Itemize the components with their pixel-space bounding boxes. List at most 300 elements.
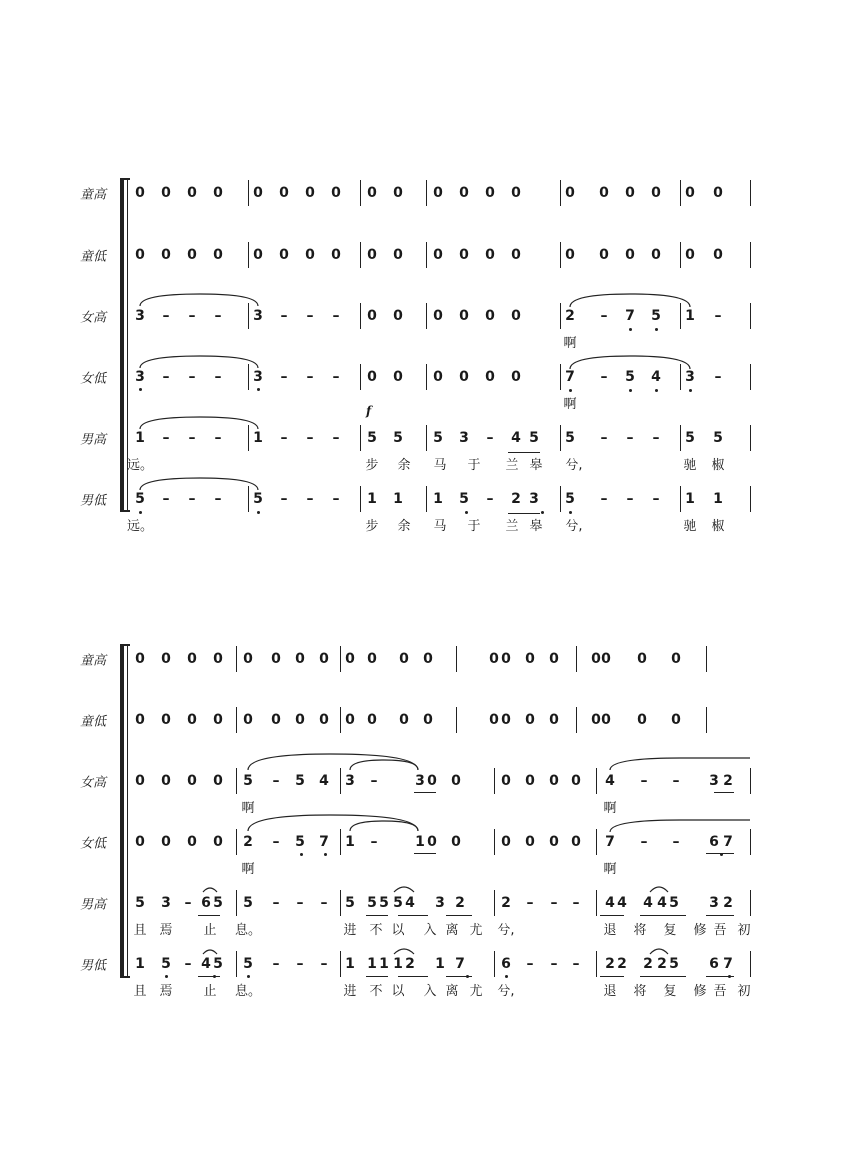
note-numeral: 0 [433,308,443,324]
note-numeral: 0 [399,712,409,728]
lyric-syllable: 兰 [505,519,519,534]
note-numeral: 0 [549,651,559,667]
note-numeral: 3 [135,308,145,324]
note-numeral: 0 [651,247,661,263]
dash-extender: – [486,430,494,446]
note-numeral: 0 [501,651,511,667]
note-numeral: 0 [213,834,223,850]
lyric-syllable: 尤 [469,923,483,938]
note-numeral: 0 [135,651,145,667]
note-numeral: 3 [415,773,425,789]
slur-nudi-s2a [248,815,418,831]
lyric-syllable: 啊 [563,397,577,412]
note-numeral: 0 [295,712,305,728]
dash-extender: – [370,834,378,850]
note-numeral: 0 [601,651,611,667]
note-numeral: 0 [599,247,609,263]
note-numeral: 0 [135,773,145,789]
note-numeral: 4 [657,895,667,911]
note-numeral: 5 [669,956,679,972]
note-numeral: 0 [525,651,535,667]
note-numeral: 2 [605,956,615,972]
lyric-syllable: 止 [203,984,217,999]
note-numeral: 0 [511,247,521,263]
dash-extender: – [162,308,170,324]
note-numeral: 0 [625,247,635,263]
note-numeral: 0 [331,247,341,263]
dash-extender: – [162,369,170,385]
note-numeral: 0 [367,651,377,667]
note-numeral: 0 [295,651,305,667]
part-label: 男高 [79,897,106,913]
dynamic-marking: f [366,404,372,418]
note-numeral: 0 [399,651,409,667]
lyric-syllable: 兮, [565,458,583,473]
note-numeral: 0 [367,308,377,324]
lyric-syllable: 不 [369,984,383,999]
dash-extender: – [162,491,170,507]
lyric-syllable: 复 [663,923,677,938]
lyric-syllable: 以 [391,923,405,938]
note-numeral: 5 [295,834,305,850]
dash-extender: – [526,895,534,911]
note-numeral: 0 [485,308,495,324]
dash-extender: – [296,956,304,972]
dash-extender: – [184,895,192,911]
note-numeral: 5 [529,430,539,446]
lyric-syllable: 退 [603,923,617,938]
note-numeral: 0 [591,712,601,728]
lyric-syllable: 皋 [529,519,543,534]
note-numeral: 3 [253,308,263,324]
note-numeral: 1 [253,430,263,446]
note-numeral: 5 [393,430,403,446]
lyric-syllable: 兮, [497,984,515,999]
note-numeral: 7 [605,834,615,850]
lyric-syllable: 马 [433,458,447,473]
lyric-syllable: 驰 [683,519,697,534]
note-numeral: 3 [135,369,145,385]
note-numeral: 2 [565,308,575,324]
dash-extender: – [272,895,280,911]
lyric-syllable: 离 [445,923,459,938]
dash-extender: – [652,430,660,446]
note-numeral: 4 [511,430,521,446]
note-numeral: 1 [367,491,377,507]
note-numeral: 1 [685,491,695,507]
note-numeral: 3 [345,773,355,789]
note-numeral: 0 [485,185,495,201]
note-numeral: 1 [135,430,145,446]
note-numeral: 4 [319,773,329,789]
note-numeral: 5 [565,491,575,507]
note-numeral: 0 [427,834,437,850]
note-numeral: 5 [669,895,679,911]
note-numeral: 5 [433,430,443,446]
note-numeral: 0 [459,185,469,201]
note-numeral: 3 [459,430,469,446]
note-numeral: 6 [501,956,511,972]
note-numeral: 0 [271,712,281,728]
note-numeral: 2 [643,956,653,972]
note-numeral: 0 [187,773,197,789]
note-numeral: 1 [135,956,145,972]
dash-extender: – [188,308,196,324]
lyric-syllable: 不 [369,923,383,938]
dash-extender: – [306,430,314,446]
note-numeral: 0 [161,247,171,263]
note-numeral: 4 [605,773,615,789]
note-numeral: 5 [459,491,469,507]
dash-extender: – [296,895,304,911]
lyric-syllable: 息。 [234,923,262,938]
slur-nuegao-s1b [570,294,690,307]
note-numeral: 0 [305,247,315,263]
note-numeral: 0 [433,247,443,263]
lyric-syllable: 退 [603,984,617,999]
dash-extender: – [672,773,680,789]
note-numeral: 0 [549,773,559,789]
lyric-syllable: 余 [397,458,411,473]
dash-extender: – [280,491,288,507]
note-numeral: 7 [625,308,635,324]
lyric-syllable: 初 [737,923,751,938]
note-numeral: 0 [485,369,495,385]
slur-nangao-s2b [394,887,414,892]
lyric-syllable: 远。 [126,519,154,534]
note-numeral: 2 [501,895,511,911]
lyric-syllable: 将 [633,923,647,938]
note-numeral: 5 [393,895,403,911]
note-numeral: 6 [709,956,719,972]
lyric-syllable: 啊 [563,336,577,351]
part-label: 童高 [79,187,106,203]
part-label: 童高 [79,653,106,669]
note-numeral: 2 [723,895,733,911]
tie-nandi-s1 [140,478,258,490]
note-numeral: 4 [405,895,415,911]
note-numeral: 1 [415,834,425,850]
note-numeral: 0 [571,834,581,850]
note-numeral: 5 [367,895,377,911]
note-numeral: 0 [565,185,575,201]
slur-nandi-s2c [650,949,668,954]
part-label: 童低 [79,249,106,265]
note-numeral: 5 [379,895,389,911]
note-numeral: 1 [345,834,355,850]
dash-extender: – [714,369,722,385]
note-numeral: 1 [433,491,443,507]
dash-extender: – [652,491,660,507]
dash-extender: – [600,430,608,446]
lyric-syllable: 复 [663,984,677,999]
lyric-syllable: 焉 [159,923,173,938]
note-numeral: 5 [685,430,695,446]
dash-extender: – [370,773,378,789]
slur-nudi-s2c [610,820,750,832]
dash-extender: – [640,834,648,850]
note-numeral: 0 [393,185,403,201]
dash-extender: – [214,491,222,507]
lyric-syllable: 于 [467,519,481,534]
lyric-syllable: 焉 [159,984,173,999]
note-numeral: 4 [651,369,661,385]
note-numeral: 6 [201,895,211,911]
note-numeral: 3 [709,895,719,911]
note-numeral: 0 [213,712,223,728]
dash-extender: – [188,491,196,507]
note-numeral: 4 [605,895,615,911]
slur-nangao-s2c [650,887,668,892]
note-numeral: 0 [367,185,377,201]
note-numeral: 0 [511,185,521,201]
note-numeral: 0 [671,712,681,728]
note-numeral: 7 [565,369,575,385]
lyric-syllable: 皋 [529,458,543,473]
note-numeral: 0 [485,247,495,263]
slur-nudi-s2b [350,821,418,831]
note-numeral: 0 [367,369,377,385]
note-numeral: 0 [713,185,723,201]
note-numeral: 5 [713,430,723,446]
note-numeral: 2 [657,956,667,972]
slur-nuegao-s2b [350,760,418,770]
note-numeral: 0 [427,773,437,789]
note-numeral: 0 [161,712,171,728]
lyric-syllable: 以 [391,984,405,999]
note-numeral: 0 [511,308,521,324]
dash-extender: – [162,430,170,446]
note-numeral: 1 [367,956,377,972]
note-numeral: 0 [135,834,145,850]
lyric-syllable: 远。 [126,458,154,473]
dash-extender: – [332,369,340,385]
note-numeral: 5 [345,895,355,911]
note-numeral: 0 [501,712,511,728]
note-numeral: 1 [393,956,403,972]
note-numeral: 0 [525,834,535,850]
note-numeral: 0 [451,773,461,789]
dash-extender: – [188,369,196,385]
lyric-syllable: 啊 [603,801,617,816]
slur-nuegao-s2c [610,758,750,770]
dash-extender: – [214,369,222,385]
note-numeral: 0 [501,773,511,789]
dash-extender: – [332,308,340,324]
dash-extender: – [640,773,648,789]
note-numeral: 4 [617,895,627,911]
dash-extender: – [272,956,280,972]
lyric-syllable: 兮, [497,923,515,938]
dash-extender: – [332,491,340,507]
note-numeral: 0 [213,773,223,789]
note-numeral: 0 [135,185,145,201]
note-numeral: 0 [501,834,511,850]
note-numeral: 1 [393,491,403,507]
note-numeral: 0 [433,185,443,201]
note-numeral: 0 [423,651,433,667]
note-numeral: 5 [295,773,305,789]
note-numeral: 0 [451,834,461,850]
lyric-syllable: 止 [203,923,217,938]
dash-extender: – [214,308,222,324]
dash-extender: – [572,956,580,972]
note-numeral: 1 [713,491,723,507]
note-numeral: 0 [625,185,635,201]
note-numeral: 0 [393,369,403,385]
note-numeral: 0 [213,247,223,263]
lyric-syllable: 吾 [713,923,727,938]
dash-extender: – [306,308,314,324]
note-numeral: 0 [161,651,171,667]
dash-extender: – [672,834,680,850]
dash-extender: – [280,430,288,446]
note-numeral: 7 [723,956,733,972]
note-numeral: 5 [243,773,253,789]
note-numeral: 2 [455,895,465,911]
note-numeral: 4 [201,956,211,972]
note-numeral: 5 [213,956,223,972]
note-numeral: 5 [213,895,223,911]
note-numeral: 0 [459,308,469,324]
note-numeral: 0 [433,369,443,385]
lyric-syllable: 椒 [711,519,725,534]
note-numeral: 0 [187,185,197,201]
note-numeral: 0 [525,773,535,789]
lyric-syllable: 修 [693,984,707,999]
note-numeral: 5 [253,491,263,507]
note-numeral: 0 [187,651,197,667]
part-label: 男低 [79,493,106,509]
dash-extender: – [184,956,192,972]
dash-extender: – [600,491,608,507]
dash-extender: – [526,956,534,972]
lyric-syllable: 进 [343,923,357,938]
lyric-syllable: 息。 [234,984,262,999]
lyric-syllable: 啊 [241,801,255,816]
note-numeral: 0 [565,247,575,263]
note-numeral: 3 [685,369,695,385]
note-numeral: 0 [685,247,695,263]
note-numeral: 0 [713,247,723,263]
dash-extender: – [600,369,608,385]
note-numeral: 5 [651,308,661,324]
note-numeral: 0 [637,651,647,667]
dash-extender: – [572,895,580,911]
note-numeral: 7 [723,834,733,850]
lyric-syllable: 吾 [713,984,727,999]
note-numeral: 0 [651,185,661,201]
note-numeral: 3 [529,491,539,507]
lyric-syllable: 余 [397,519,411,534]
note-numeral: 5 [243,895,253,911]
note-numeral: 4 [643,895,653,911]
note-numeral: 0 [367,712,377,728]
dash-extender: – [486,491,494,507]
note-numeral: 2 [243,834,253,850]
note-numeral: 0 [685,185,695,201]
note-numeral: 0 [213,185,223,201]
note-numeral: 3 [253,369,263,385]
lyric-syllable: 步 [365,519,379,534]
lyric-syllable: 进 [343,984,357,999]
note-numeral: 0 [571,773,581,789]
note-numeral: 7 [319,834,329,850]
note-numeral: 0 [671,651,681,667]
note-numeral: 0 [637,712,647,728]
note-numeral: 1 [685,308,695,324]
dash-extender: – [714,308,722,324]
part-label: 男高 [79,432,106,448]
slur-nangao-s2a [203,888,217,892]
slur-nuegao-s2a [248,754,418,770]
note-numeral: 0 [161,834,171,850]
note-numeral: 0 [459,247,469,263]
part-label: 女高 [79,310,106,326]
note-numeral: 5 [565,430,575,446]
lyric-syllable: 兮, [565,519,583,534]
part-label: 男低 [79,958,106,974]
tie-nuegao-s1 [140,294,258,306]
lyric-syllable: 啊 [241,862,255,877]
note-numeral: 3 [709,773,719,789]
dash-extender: – [280,369,288,385]
lyric-syllable: 初 [737,984,751,999]
part-label: 女高 [79,775,106,791]
note-numeral: 5 [135,895,145,911]
note-numeral: 0 [279,247,289,263]
lyric-syllable: 马 [433,519,447,534]
lyric-syllable: 兰 [505,458,519,473]
dash-extender: – [272,773,280,789]
lyric-syllable: 且 [133,984,147,999]
note-numeral: 6 [709,834,719,850]
note-numeral: 0 [253,185,263,201]
note-numeral: 0 [253,247,263,263]
note-numeral: 0 [423,712,433,728]
dash-extender: – [332,430,340,446]
note-numeral: 0 [511,369,521,385]
note-numeral: 0 [135,247,145,263]
tie-nudi-s1 [140,356,258,368]
note-numeral: 5 [367,430,377,446]
dash-extender: – [600,308,608,324]
note-numeral: 0 [393,247,403,263]
note-numeral: 0 [279,185,289,201]
dash-extender: – [550,956,558,972]
lyric-syllable: 驰 [683,458,697,473]
lyric-syllable: 椒 [711,458,725,473]
dash-extender: – [320,956,328,972]
lyric-syllable: 将 [633,984,647,999]
note-numeral: 0 [271,651,281,667]
dash-extender: – [214,430,222,446]
dash-extender: – [306,369,314,385]
note-numeral: 1 [345,956,355,972]
dash-extender: – [272,834,280,850]
note-numeral: 1 [379,956,389,972]
lyric-syllable: 离 [445,984,459,999]
note-numeral: 0 [243,712,253,728]
note-numeral: 5 [161,956,171,972]
note-numeral: 0 [319,712,329,728]
tie-nangao-s1 [140,417,258,429]
slur-nandi-s2a [203,950,217,954]
dash-extender: – [550,895,558,911]
note-numeral: 0 [319,651,329,667]
dash-extender: – [626,430,634,446]
note-numeral: 0 [525,712,535,728]
